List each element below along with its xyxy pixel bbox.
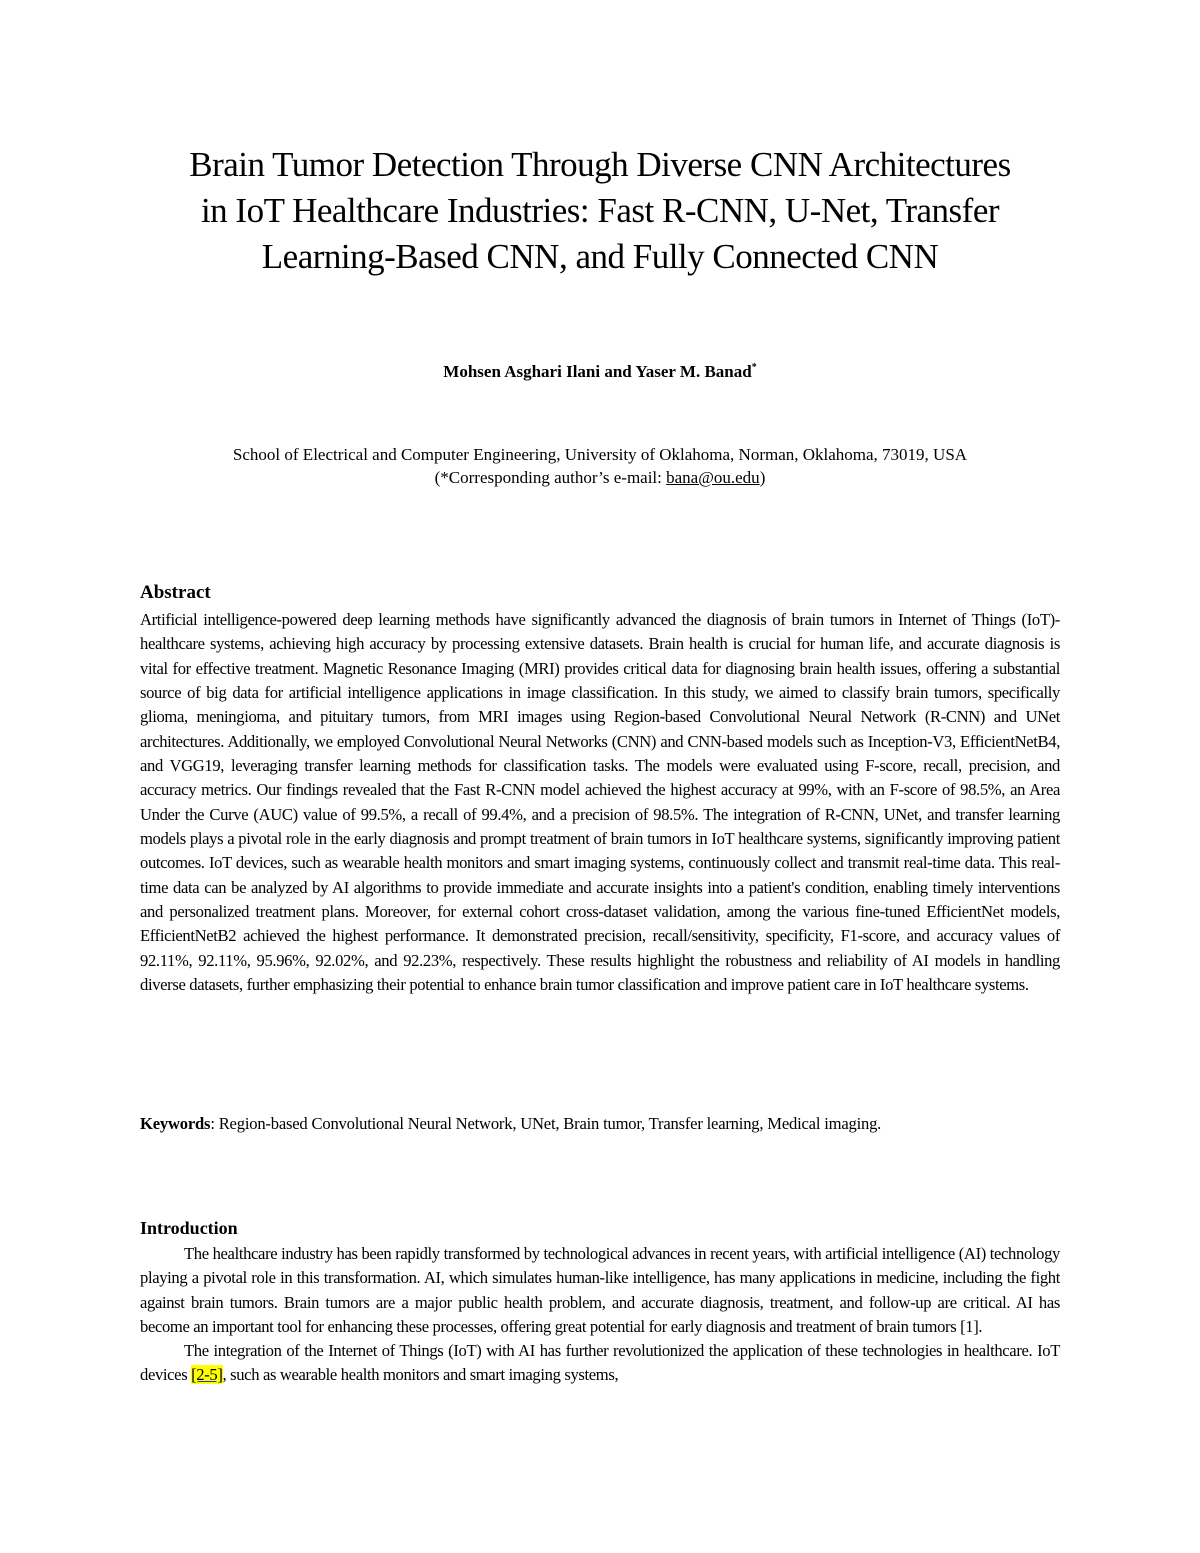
- affiliation-line: School of Electrical and Computer Engineering, University of Oklahoma, Norman, Oklahoma, 73019, USA: [232, 445, 968, 464]
- email-link[interactable]: bana@ou.edu: [666, 468, 760, 487]
- email-prefix: (*Corresponding author’s e-mail:: [434, 468, 667, 487]
- corresponding-email-line: [100, 466, 1100, 489]
- abstract-text: Artificial intelligence-powered deep learning methods have significantly advanced the diagnosis of brain tumors in Internet of Things (IoT)-healthcare systems, achieving high accuracy by processing extensive datasets. Brain health is crucial for human life, and accurate diagnosis is vital for effective treatment. Magnetic Resonance Imaging (MRI) provides critical data for diagnosing brain health issues, offering a substantial source of big data for artificial intelligence applications in image classification. In this study, we aimed to classify brain tumors, specifically glioma, meningioma, and pituitary tumors, from MRI images using Region-based Convolutional Neural Network (R-CNN) and UNet architectures. Additionally, we employed Convolutional Neural Networks (CNN) and CNN-based models such as Inception-V3, EfficientNetB4, and VGG19, leveraging transfer learning methods for classification tasks. The models were evaluated using F-score, recall, precision, and accuracy metrics. Our findings revealed that the Fast R-CNN model achieved the highest accuracy at 99%, with an F-score of 98.5%, an Area Under the Curve (AUC) value of 99.5%, a recall of 99.4%, and a precision of 98.5%. The integration of R-CNN, UNet, and transfer learning models plays a pivotal role in the early diagnosis and prompt treatment of brain tumors in IoT healthcare systems, significantly improving patient outcomes. IoT devices, such as wearable health monitors and smart imaging systems, continuously collect and transmit real-time data. This real-time data can be analyzed by AI algorithms to provide immediate and accurate insights into a patient's condition, enabling timely interventions and personalized treatment plans. Moreover, for external cohort cross-dataset validation, among the various fine-tuned EfficientNet models, EfficientNetB2 achieved the highest performance. It demonstrated precision, recall/sensitivity, specificity, F1-score, and accuracy values of 92.11%, 92.11%, 95.96%, 92.02%, and 92.23%, respectively. These results highlight the robustness and reliability of AI models in handling diverse datasets, further emphasizing their potential to enhance brain tumor classification and improve patient care in IoT healthcare systems.: [140, 610, 1060, 995]
- title-line-1: Brain Tumor Detection Through Diverse CNN Architectures: [189, 145, 1011, 184]
- keywords-text: Region-based Convolutional Neural Network, UNet, Brain tumor, Transfer learning, Medical imaging.: [218, 1114, 882, 1133]
- citation-link[interactable]: [2-5]: [191, 1365, 223, 1385]
- email-suffix: ): [759, 468, 766, 487]
- title-line-2: in IoT Healthcare Industries: Fast R-CNN, U-Net, Transfer: [200, 191, 1000, 230]
- introduction-heading: Introduction: [140, 1218, 238, 1238]
- title-line-3: Learning-Based CNN, and Fully Connected CNN: [261, 237, 939, 276]
- author-names: Mohsen Asghari Ilani and Yaser M. Banad: [443, 362, 752, 381]
- intro-paragraph-2: [140, 1339, 1060, 1388]
- intro-paragraph-1: The healthcare industry has been rapidly transformed by technological advances in recent years, with artificial intelligence (AI) technology playing a pivotal role in this transformation. AI, which simulates human-like intelligence, has many applications in medicine, including the fight against brain tumors. Brain tumors are a major public health problem, and accurate diagnosis, treatment, and follow-up are critical. AI has become an important tool for enhancing these processes, offering great potential for early diagnosis and treatment of brain tumors [1].: [140, 1244, 1060, 1336]
- intro-paragraph-2-start: The integration of the Internet of Things (IoT) with AI has further revolutionized the application of these technologies in healthcare. IoT devices: [140, 1341, 1060, 1385]
- keywords-line: [140, 1112, 1060, 1136]
- keywords-label: Keywords: [140, 1114, 211, 1133]
- intro-paragraph-2-end: , such as wearable health monitors and smart imaging systems,: [222, 1365, 619, 1385]
- corresponding-marker: *: [751, 362, 757, 373]
- paper-title: [100, 142, 1100, 280]
- abstract-heading: Abstract: [140, 582, 211, 603]
- author-list: [100, 362, 1100, 382]
- keywords-separator: :: [210, 1114, 215, 1133]
- introduction-body: [140, 1242, 1060, 1388]
- affiliation-block: [100, 443, 1100, 489]
